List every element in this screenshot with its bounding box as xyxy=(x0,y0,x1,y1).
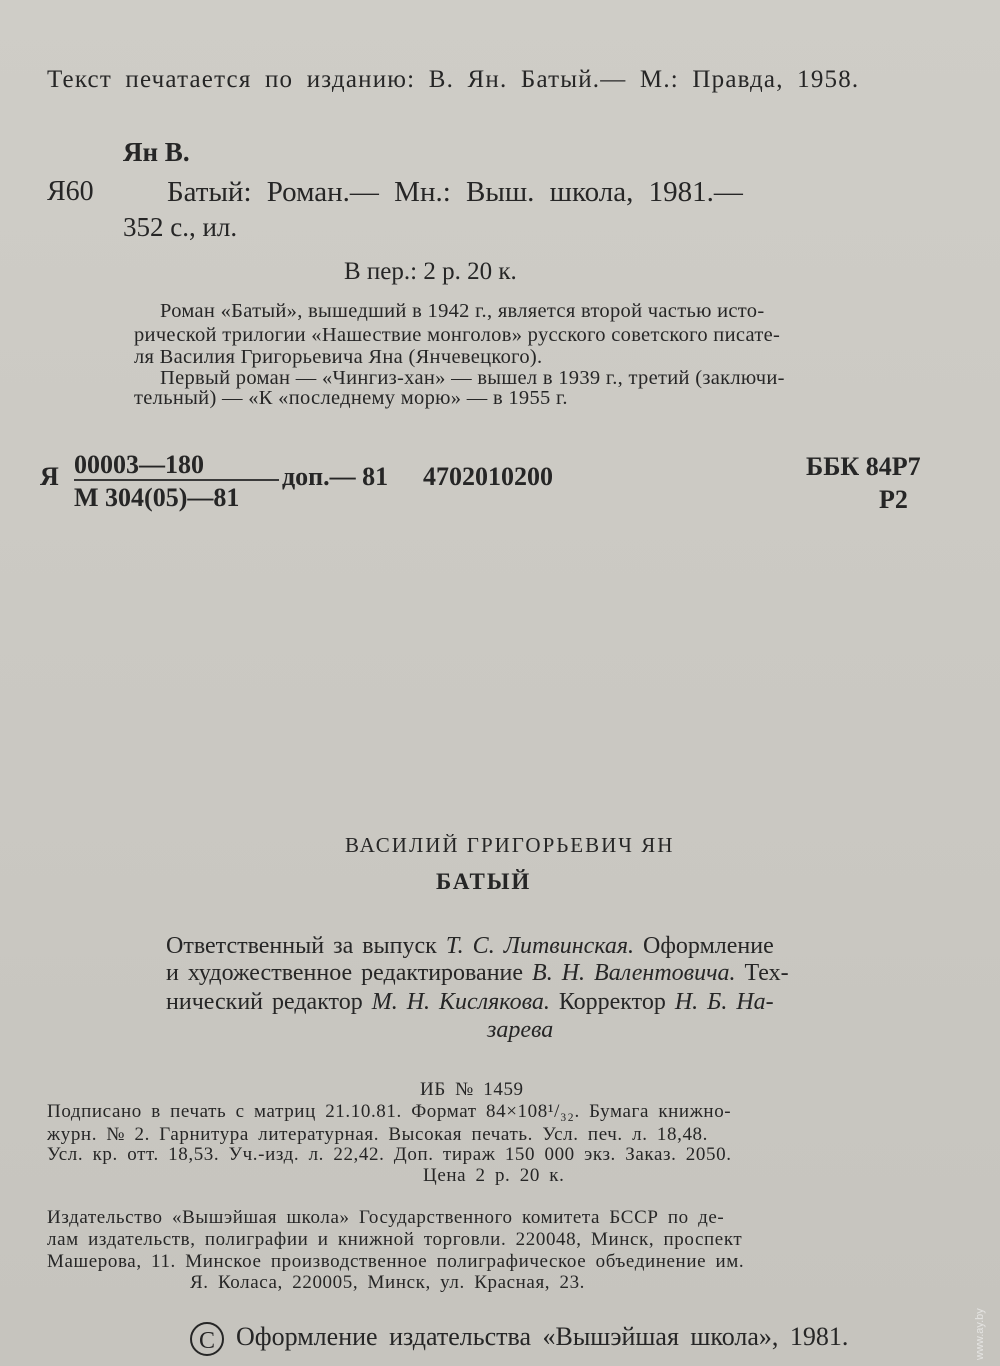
publisher-line-3: Машерова, 11. Минское производственное полиграфическое объединение им. xyxy=(47,1251,745,1272)
resp-person: Т. С. Литвинская. xyxy=(445,933,635,959)
resp-person: Н. Б. На- xyxy=(674,989,774,1015)
publisher-line-1: Издательство «Вышэйшая школа» Государственного комитета БССР по де- xyxy=(47,1207,725,1228)
price-line: В пер.: 2 р. 20 к. xyxy=(344,258,517,285)
resp-label: Тех- xyxy=(744,960,789,986)
annotation-line-5: тельный) — «К «последнему морю» — в 1955 г. xyxy=(134,387,568,409)
copyright-icon: C xyxy=(190,1322,224,1356)
bbk-code-2: Р2 xyxy=(879,485,908,514)
responsibility-line-1 xyxy=(166,933,774,960)
bbk-code: ББК 84Р7 xyxy=(806,452,921,481)
catalog-index-denominator: М 304(05)—81 xyxy=(74,483,240,512)
imprint-line-1: Подписано в печать с матриц 21.10.81. Формат 84×108¹/₃₂. Бумага книжно- xyxy=(47,1101,732,1122)
imprint-line-2: журн. № 2. Гарнитура литературная. Высокая печать. Усл. печ. л. 18,48. xyxy=(47,1124,708,1145)
credits-book-title: БАТЫЙ xyxy=(436,869,532,894)
ib-number: ИБ № 1459 xyxy=(420,1079,524,1100)
imprint-price: Цена 2 р. 20 к. xyxy=(423,1165,565,1186)
resp-person: зарева xyxy=(487,1017,554,1043)
responsibility-line-3 xyxy=(166,989,774,1016)
publisher-line-4: Я. Коласа, 220005, Минск, ул. Красная, 23. xyxy=(190,1272,586,1293)
watermark xyxy=(974,1180,988,1360)
copyright-text: Оформление издательства «Вышэйшая школа», 1981. xyxy=(236,1322,849,1351)
annotation-line-1: Роман «Батый», вышедший в 1942 г., является второй частью исто- xyxy=(160,300,765,322)
source-edition-line: Текст печатается по изданию: В. Ян. Батый.— М.: Правда, 1958. xyxy=(47,66,860,93)
catalog-index-letter: Я xyxy=(40,462,59,491)
imprint-line-3: Усл. кр. отт. 18,53. Уч.-изд. л. 22,42. Доп. тираж 150 000 экз. Заказ. 2050. xyxy=(47,1144,732,1165)
copyright-line xyxy=(190,1322,848,1356)
bibliographic-line-1: Батый: Роман.— Мн.: Выш. школа, 1981.— xyxy=(167,176,743,208)
resp-label: Ответственный за выпуск xyxy=(166,933,437,959)
class-code: Я60 xyxy=(47,176,94,207)
catalog-code: 4702010200 xyxy=(423,462,553,491)
watermark-text: www.ay.by xyxy=(974,1308,986,1360)
catalog-index-numerator: 00003—180 xyxy=(74,450,204,479)
resp-label: Корректор xyxy=(558,989,666,1015)
catalog-index-dop: доп.— 81 xyxy=(282,462,389,491)
resp-label: Оформление xyxy=(643,933,774,959)
annotation-line-3: ля Василия Григорьевича Яна (Янчевецкого). xyxy=(134,346,543,368)
responsibility-line-4 xyxy=(487,1017,553,1044)
resp-label: и художественное редактирование xyxy=(166,960,524,986)
annotation-line-4: Первый роман — «Чингиз-хан» — вышел в 1939 г., третий (заключи- xyxy=(160,367,785,389)
responsibility-line-2 xyxy=(166,960,789,987)
annotation-line-2: рической трилогии «Нашествие монголов» русского советского писате- xyxy=(134,324,781,346)
resp-person: М. Н. Кислякова. xyxy=(371,989,550,1015)
resp-person: В. Н. Валентовича. xyxy=(532,960,736,986)
publisher-line-2: лам издательств, полиграфии и книжной торговли. 220048, Минск, проспект xyxy=(47,1229,743,1250)
author-heading: Ян В. xyxy=(123,137,190,167)
bibliographic-line-2: 352 с., ил. xyxy=(123,212,238,242)
credits-author-name: ВАСИЛИЙ ГРИГОРЬЕВИЧ ЯН xyxy=(345,833,675,857)
fraction-rule xyxy=(74,479,279,481)
resp-label: нический редактор xyxy=(166,989,363,1015)
